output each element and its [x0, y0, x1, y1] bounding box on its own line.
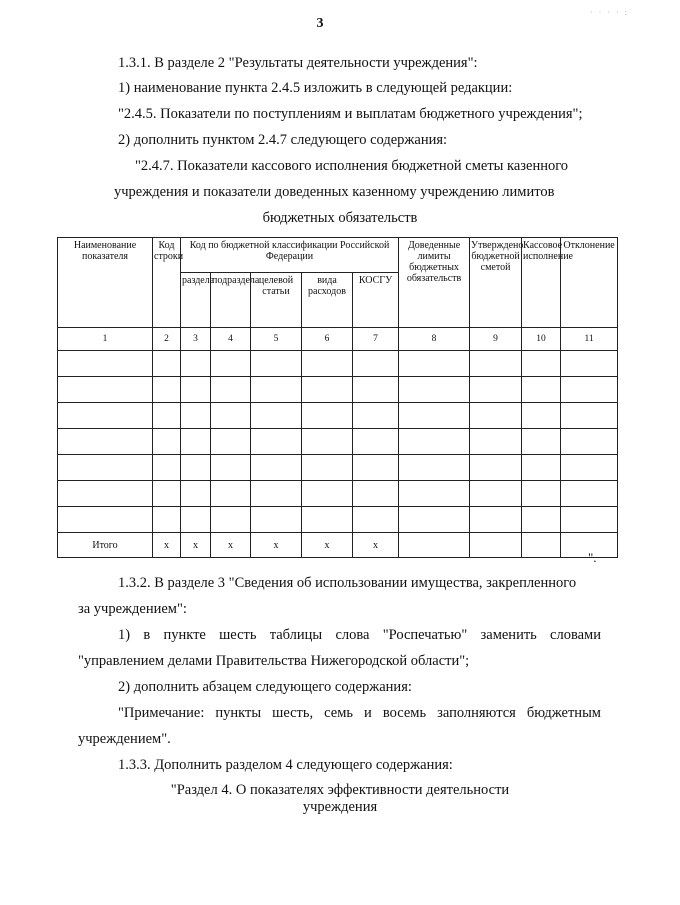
column-number: 4 [211, 328, 251, 351]
total-cell: x [181, 533, 211, 558]
table-row [58, 377, 618, 403]
table-row [58, 507, 618, 533]
total-cell: x [153, 533, 181, 558]
table-row [58, 455, 618, 481]
header-cash: Кассовое исполнение [522, 238, 561, 328]
total-row [58, 533, 618, 558]
total-cell: x [251, 533, 302, 558]
header-deviation: Отклонение [561, 238, 618, 328]
table-row [58, 351, 618, 377]
column-number: 3 [181, 328, 211, 351]
paragraph-2-4-7-line1: "2.4.7. Показатели кассового исполнения бюджетной сметы казенного [135, 158, 569, 174]
paragraph-1-3-1: 1.3.1. В разделе 2 "Результаты деятельности учреждения": [118, 55, 478, 71]
column-number: 7 [353, 328, 399, 351]
section-4-title-line1: "Раздел 4. О показателях эффективности деятельности [170, 782, 510, 798]
closing-quote: ". [588, 550, 597, 565]
page-number: 3 [316, 16, 324, 31]
paragraph-item-1: 1) наименование пункта 2.4.5 изложить в следующей редакции: [118, 80, 513, 96]
paragraph-2-4-5: "2.4.5. Показатели по поступлениям и выплатам бюджетного учреждения"; [118, 106, 583, 122]
total-cell [399, 533, 470, 558]
header-approved: Утверждено бюджетной сметой [470, 238, 522, 328]
paragraph-1-3-3: 1.3.3. Дополнить разделом 4 следующего содержания: [118, 757, 453, 773]
header-target-item: целевой статьи [251, 273, 302, 328]
column-number: 8 [399, 328, 470, 351]
paragraph-1-3-2-line1: 1.3.2. В разделе 3 "Сведения об использовании имущества, закрепленного [118, 575, 577, 591]
total-cell [522, 533, 561, 558]
column-number: 1 [58, 328, 153, 351]
total-cell: x [211, 533, 251, 558]
header-classification: Код по бюджетной классификации Российской Федерации [181, 238, 399, 273]
column-number: 6 [302, 328, 353, 351]
column-number: 9 [470, 328, 522, 351]
paragraph-replace-line2: "управлением делами Правительства Нижегородской области"; [78, 653, 470, 669]
table-row [58, 403, 618, 429]
scan-artifact: · · · · : [590, 8, 629, 17]
budget-execution-table [57, 237, 618, 558]
header-code: Код строки [153, 238, 181, 328]
total-label: Итого [58, 533, 153, 558]
paragraph-2-4-7-line2: учреждения и показатели доведенных казенному учреждению лимитов [114, 184, 555, 200]
total-cell [470, 533, 522, 558]
table-header-row [58, 238, 618, 273]
header-kosgu: КОСГУ [353, 273, 399, 328]
header-subsection: подраздела [211, 273, 251, 328]
header-section: раздела [181, 273, 211, 328]
paragraph-1-3-2-line2: за учреждением": [78, 601, 187, 617]
table-row [58, 481, 618, 507]
section-4-title-line2: учреждения [302, 799, 378, 815]
paragraph-note-line1: "Примечание: пункты шесть, семь и восемь заполняются бюджетным [118, 705, 601, 721]
column-number: 2 [153, 328, 181, 351]
total-cell: x [353, 533, 399, 558]
paragraph-item-2: 2) дополнить пунктом 2.4.7 следующего содержания: [118, 132, 448, 148]
column-number-row [58, 328, 618, 351]
total-cell: x [302, 533, 353, 558]
column-number: 10 [522, 328, 561, 351]
header-name: Наименование показателя [58, 238, 153, 328]
column-number: 11 [561, 328, 618, 351]
paragraph-replace-line1: 1) в пункте шесть таблицы слова "Роспечатью" заменить словами [118, 627, 601, 643]
paragraph-note-line2: учреждением". [78, 731, 171, 747]
header-limits: Доведенные лимиты бюджетных обязательств [399, 238, 470, 328]
column-number: 5 [251, 328, 302, 351]
table-row [58, 429, 618, 455]
paragraph-add-abstract: 2) дополнить абзацем следующего содержания: [118, 679, 412, 695]
header-expense-type: вида расходов [302, 273, 353, 328]
paragraph-2-4-7-line3: бюджетных обязательств [262, 210, 418, 226]
